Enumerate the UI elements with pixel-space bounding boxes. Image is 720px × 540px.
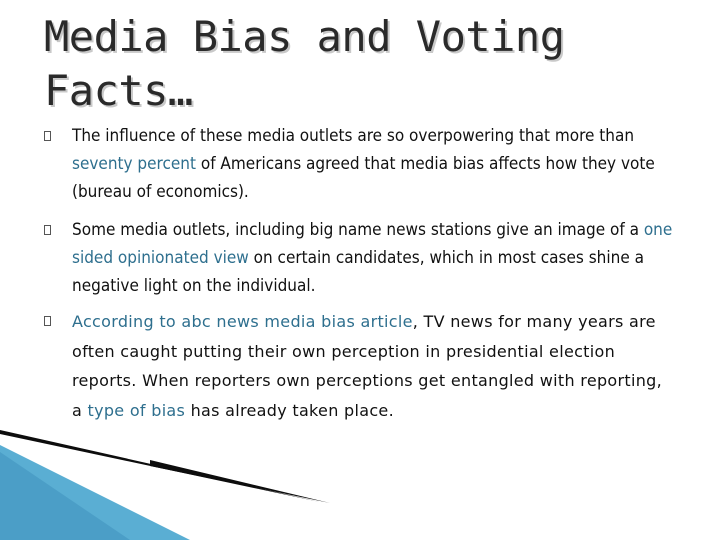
text-run: has already taken place.: [185, 400, 394, 420]
bullet-box-icon: [44, 225, 51, 235]
slide-title: [44, 10, 684, 118]
bullet-list: [44, 122, 674, 425]
slide-title-line-2: Facts…: [44, 66, 193, 115]
highlighted-text: seventy percent: [72, 154, 196, 174]
bullet-text: [72, 312, 662, 420]
slide-title-line-1: Media Bias and Voting: [44, 12, 565, 61]
bullet-box-icon: [44, 131, 51, 141]
text-run: on certain candidates, which in most cases shine a negative light on the individual.: [72, 248, 644, 296]
highlighted-text: According to abc news media bias article: [72, 312, 413, 331]
highlighted-text: type of bias: [87, 400, 186, 420]
highlighted-text: one sided opinionated view: [72, 220, 673, 268]
text-run: The influence of these media outlets are so overpowering that more than: [72, 126, 635, 146]
bullet-text: [72, 220, 672, 296]
bullet-text: [72, 126, 655, 202]
bullet-item: [44, 307, 674, 425]
corner-decoration: [0, 430, 720, 540]
text-run: of Americans agreed that media bias affects how they vote (bureau of economics).: [72, 154, 655, 202]
bullet-item: [44, 216, 674, 300]
text-run: , TV news for many years are often caught putting their own perception in presidential election reports. When reporters own perceptions get entangled with reporting, a: [72, 312, 662, 420]
text-run: Some media outlets, including big name news stations give an image of a: [72, 220, 644, 240]
dark-swoosh-tail: [150, 460, 330, 503]
bullet-item: [44, 122, 674, 206]
bullet-box-icon: [44, 316, 51, 326]
